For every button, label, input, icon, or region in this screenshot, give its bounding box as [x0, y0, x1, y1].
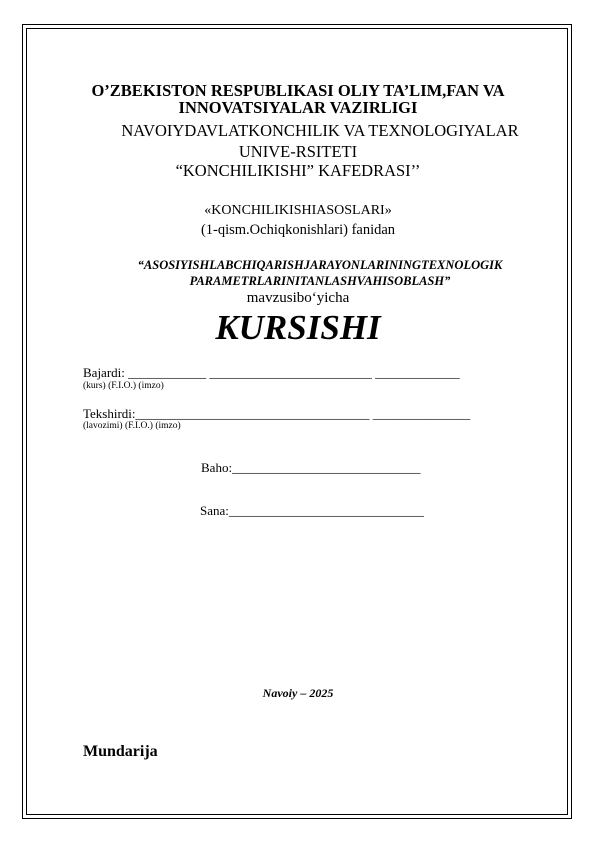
topic-line-2: PARAMETRLARINITANLASHVAHISOBLASH”	[189, 274, 451, 288]
bajardi-field: Bajardi: ____________ _________________________ _____________	[83, 365, 460, 380]
university-line-1: NAVOIYDAVLATKONCHILIK VA TEXNOLOGIYALAR	[121, 121, 519, 140]
city-year: Navoiy – 2025	[262, 686, 334, 700]
ministry-line-1: O’ZBEKISTON RESPUBLIKASI OLIY TA’LIM,FAN VA	[91, 81, 505, 100]
department-name: “KONCHILIKISHI” KAFEDRASI’’	[175, 161, 421, 180]
topic-line-1: “ASOSIYISHLABCHIQARISHJARAYONLARININGTEXNOLOGIK	[137, 258, 503, 272]
sana-field: Sana:______________________________	[200, 503, 424, 518]
ministry-line-2: INNOVATSIYALAR VAZIRLIGI	[178, 98, 418, 117]
university-line-2: UNIVE-RSITETI	[238, 142, 358, 161]
subject-name: «KONCHILIKISHIASOSLARI»	[204, 203, 392, 218]
document-title: KURSISHI	[215, 308, 381, 347]
bajardi-caption: (kurs) (F.I.O.) (imzo)	[83, 381, 164, 391]
contents-heading: Mundarija	[83, 743, 158, 760]
topic-suffix: mavzusibo‘yicha	[246, 290, 350, 306]
tekshirdi-field: Tekshirdi:____________________________________ _______________	[83, 406, 471, 421]
tekshirdi-caption: (lavozimi) (F.I.O.) (imzo)	[83, 421, 181, 431]
baho-field: Baho:_____________________________	[201, 460, 421, 475]
subject-part: (1-qism.Ochiqkonishlari) fanidan	[200, 222, 396, 238]
